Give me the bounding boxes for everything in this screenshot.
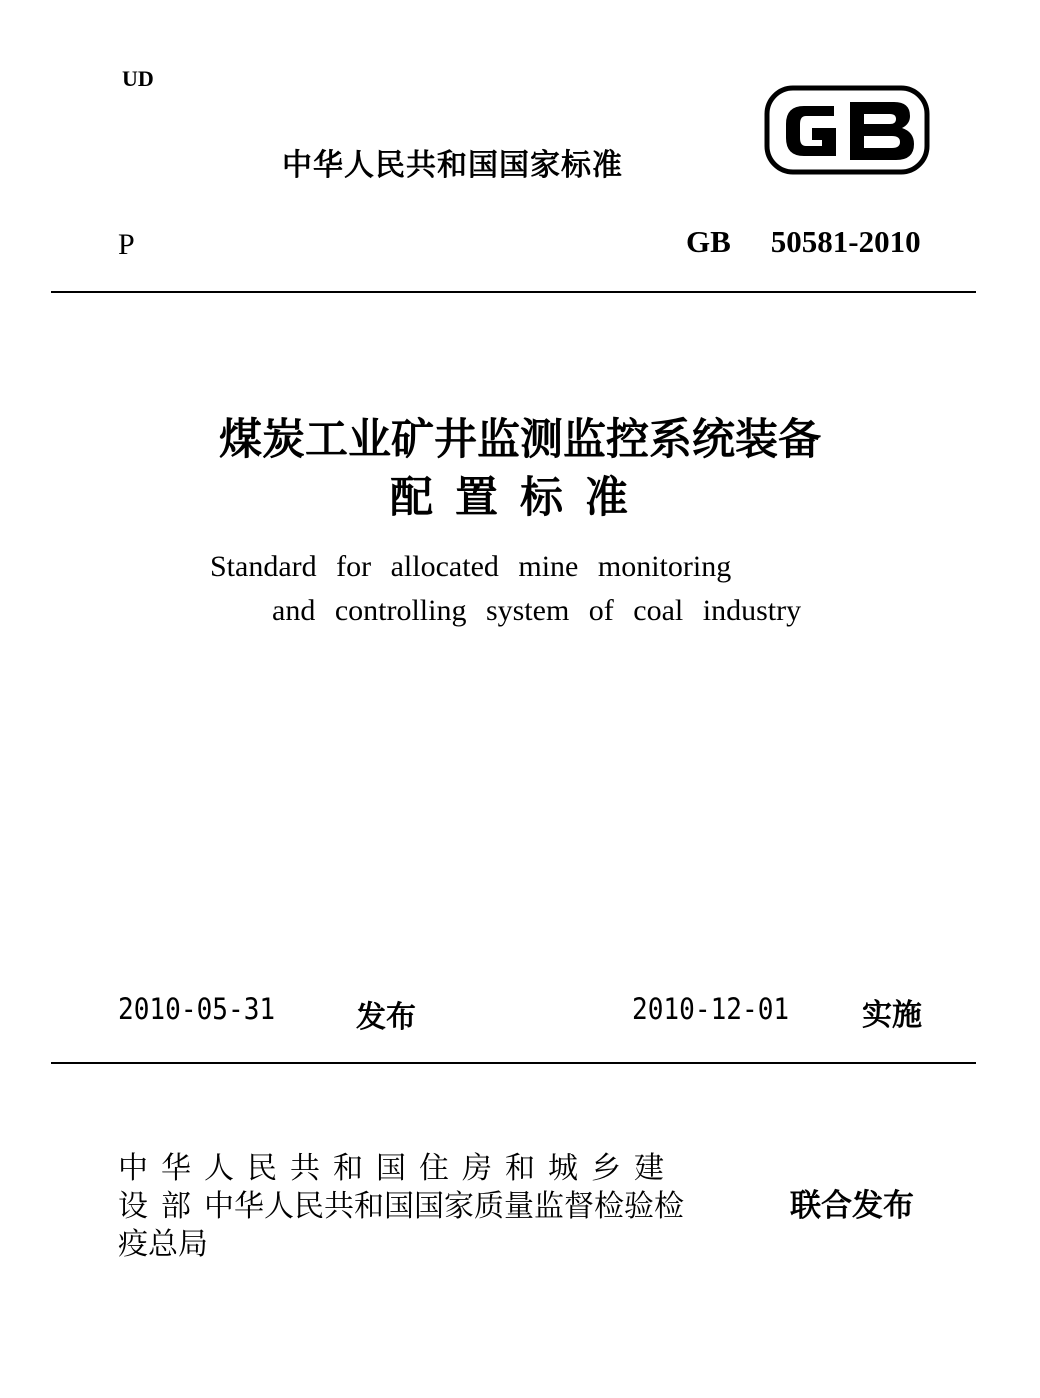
standard-code-prefix: GB — [686, 224, 731, 259]
implement-label: 实施 — [862, 998, 922, 1033]
issuer-line-2 — [118, 1188, 778, 1226]
category-code: P — [118, 228, 135, 261]
joint-issue-label: 联合发布 — [790, 1188, 914, 1224]
issuer-line-2b: 中华人民共和国国家质量监督检验检 — [204, 1189, 684, 1224]
issuer-line-3: 疫总局 — [118, 1227, 208, 1262]
publish-label: 发布 — [356, 1000, 416, 1035]
publish-date: 2010-05-31 — [118, 992, 276, 1026]
title-zh-line-1: 煤炭工业矿井监测监控系统装备 — [219, 415, 821, 465]
bottom-divider — [51, 1062, 976, 1064]
issuing-authorities — [118, 1150, 778, 1264]
top-label: UD — [122, 66, 154, 91]
issuer-line-2a: 设部 — [118, 1189, 204, 1224]
national-standard-heading: 中华人民共和国国家标准 — [282, 148, 623, 183]
title-en-line-2: and controlling system of coal industry — [272, 594, 802, 627]
issuer-line-1: 中华人民共和国住房和城乡建 — [118, 1151, 677, 1186]
top-divider — [51, 291, 976, 293]
title-en-line-1: Standard for allocated mine monitoring — [210, 550, 732, 583]
gb-logo — [764, 84, 930, 176]
standard-number — [686, 224, 921, 260]
standard-code-number: 50581-2010 — [770, 224, 921, 259]
title-zh-line-2: 配置标准 — [390, 473, 650, 523]
implement-date: 2010-12-01 — [632, 992, 790, 1026]
